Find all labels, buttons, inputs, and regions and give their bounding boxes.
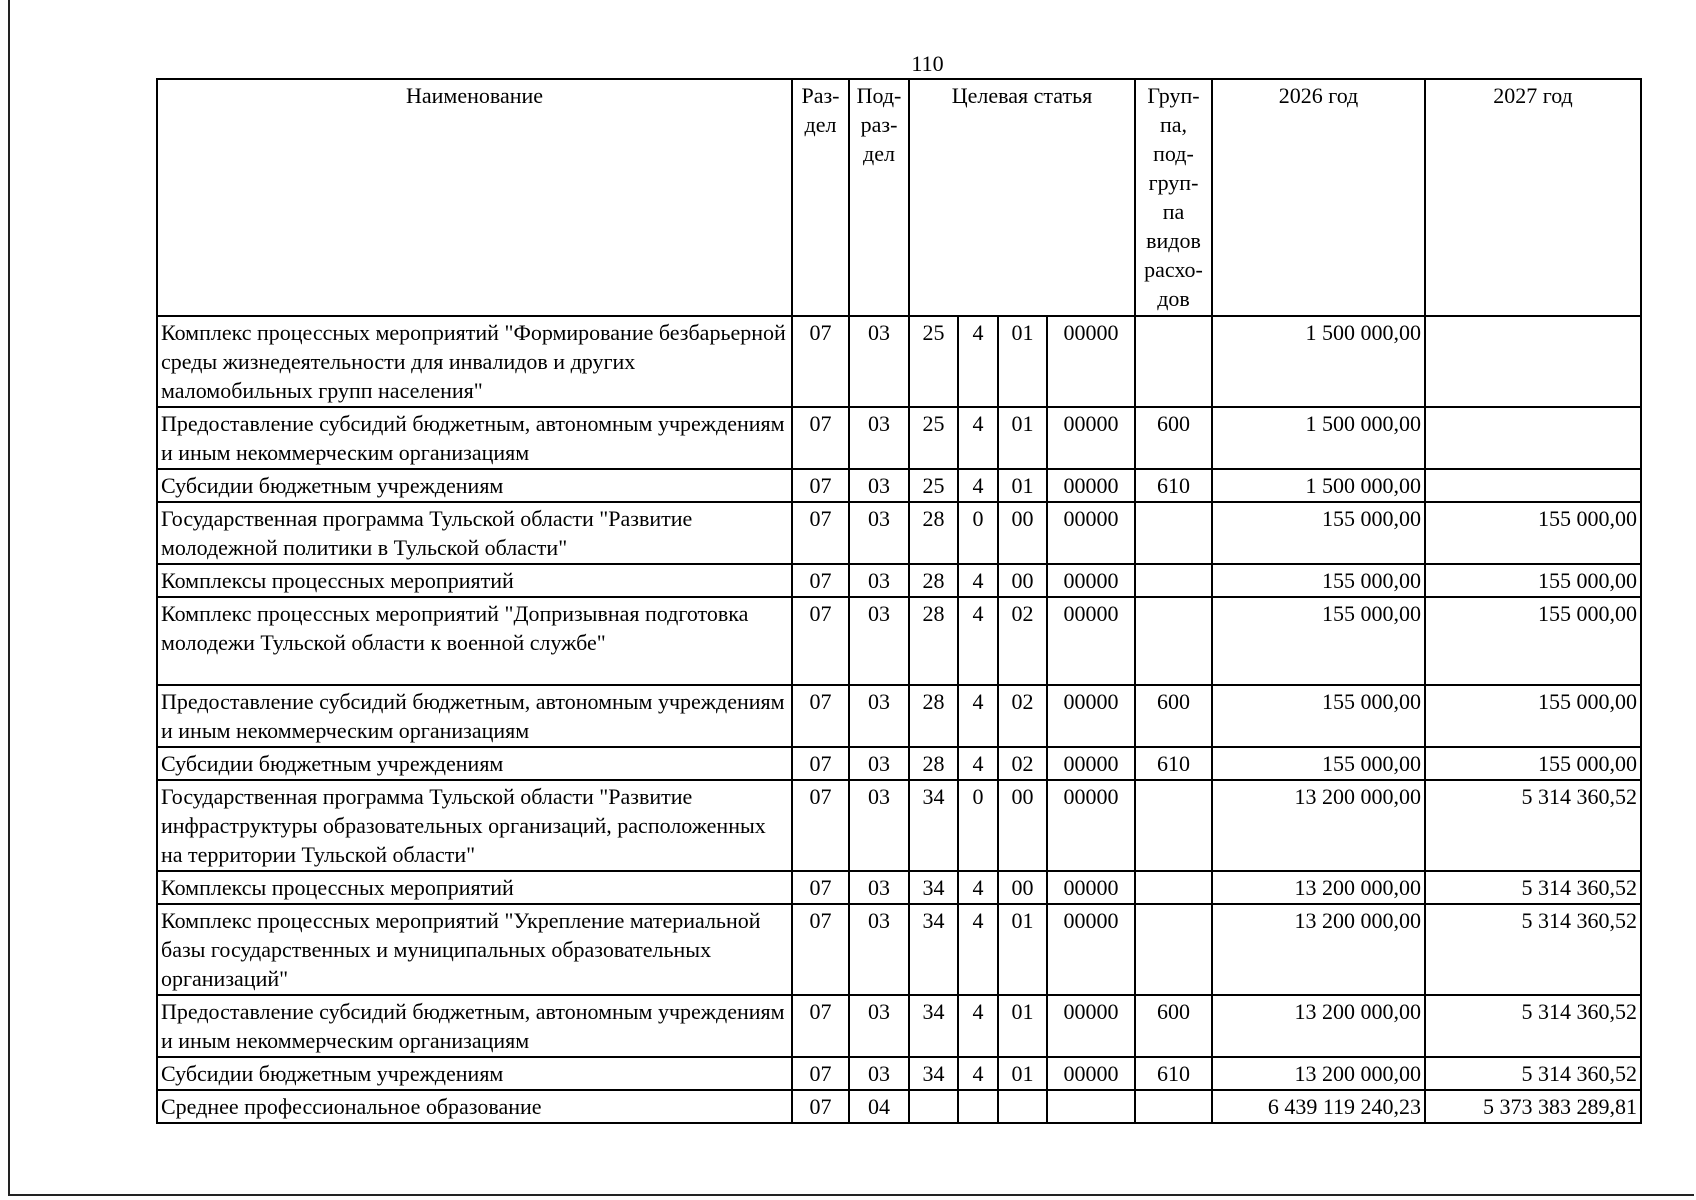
- cell-cs-direction: 00000: [1047, 871, 1135, 904]
- cell-2026: 1 500 000,00: [1212, 407, 1425, 469]
- cell-cs-type: 4: [958, 904, 998, 995]
- header-gruppa-line: Груп-: [1147, 83, 1200, 108]
- cell-podrazdel: 03: [849, 407, 909, 469]
- cell-vid-rashodov: [1135, 502, 1212, 564]
- cell-cs-direction: 00000: [1047, 904, 1135, 995]
- cell-cs-program: 25: [909, 469, 958, 502]
- cell-name: Субсидии бюджетным учреждениям: [157, 747, 792, 780]
- cell-cs-element: 01: [998, 995, 1047, 1057]
- cell-podrazdel: 04: [849, 1090, 909, 1123]
- table-row: [157, 597, 1641, 685]
- cell-cs-type: 4: [958, 407, 998, 469]
- cell-name: Предоставление субсидий бюджетным, автономным учреждениям и иным некоммерческим организациям: [157, 407, 792, 469]
- header-gruppa-line: видов: [1146, 228, 1201, 253]
- cell-2026: 13 200 000,00: [1212, 995, 1425, 1057]
- cell-2026: 13 200 000,00: [1212, 1057, 1425, 1090]
- cell-2026: 155 000,00: [1212, 597, 1425, 685]
- table-row: [157, 564, 1641, 597]
- cell-podrazdel: 03: [849, 564, 909, 597]
- cell-cs-program: 28: [909, 597, 958, 685]
- cell-cs-program: 28: [909, 564, 958, 597]
- cell-2027: 155 000,00: [1425, 502, 1641, 564]
- cell-cs-program: 34: [909, 995, 958, 1057]
- cell-cs-program: 34: [909, 780, 958, 871]
- cell-vid-rashodov: [1135, 780, 1212, 871]
- table-row: [157, 904, 1641, 995]
- cell-cs-type: 4: [958, 1057, 998, 1090]
- cell-2026: 155 000,00: [1212, 502, 1425, 564]
- header-gruppa-line: па: [1162, 199, 1185, 224]
- header-razdel-line: дел: [804, 112, 837, 137]
- cell-cs-program: 34: [909, 904, 958, 995]
- cell-cs-element: 01: [998, 469, 1047, 502]
- cell-2026: 1 500 000,00: [1212, 316, 1425, 407]
- cell-vid-rashodov: [1135, 316, 1212, 407]
- table-row: [157, 995, 1641, 1057]
- cell-razdel: 07: [792, 904, 849, 995]
- cell-2027: 5 314 360,52: [1425, 871, 1641, 904]
- cell-razdel: 07: [792, 316, 849, 407]
- cell-cs-direction: 00000: [1047, 407, 1135, 469]
- cell-name: Комплекс процессных мероприятий "Укрепление материальной базы государственных и муниципальных образовательных организаций": [157, 904, 792, 995]
- cell-2026: 6 439 119 240,23: [1212, 1090, 1425, 1123]
- header-podrazdel: [849, 79, 909, 316]
- cell-razdel: 07: [792, 1090, 849, 1123]
- cell-razdel: 07: [792, 780, 849, 871]
- cell-cs-program: [909, 1090, 958, 1123]
- header-razdel-line: Раз-: [801, 83, 840, 108]
- cell-cs-direction: 00000: [1047, 1057, 1135, 1090]
- cell-podrazdel: 03: [849, 597, 909, 685]
- header-podrazdel-line: Под-: [856, 83, 902, 108]
- table-row: [157, 407, 1641, 469]
- cell-cs-direction: 00000: [1047, 685, 1135, 747]
- header-gruppa-line: дов: [1157, 286, 1190, 311]
- cell-vid-rashodov: 610: [1135, 1057, 1212, 1090]
- cell-2027: 5 314 360,52: [1425, 780, 1641, 871]
- cell-cs-element: 01: [998, 316, 1047, 407]
- header-podrazdel-line: раз-: [860, 112, 898, 137]
- table-row: [157, 316, 1641, 407]
- cell-2027: 5 373 383 289,81: [1425, 1090, 1641, 1123]
- cell-name: Субсидии бюджетным учреждениям: [157, 1057, 792, 1090]
- cell-cs-element: [998, 1090, 1047, 1123]
- cell-2026: 1 500 000,00: [1212, 469, 1425, 502]
- cell-2026: 155 000,00: [1212, 747, 1425, 780]
- cell-2027: 155 000,00: [1425, 685, 1641, 747]
- cell-cs-type: 4: [958, 316, 998, 407]
- cell-cs-direction: 00000: [1047, 564, 1135, 597]
- cell-podrazdel: 03: [849, 1057, 909, 1090]
- cell-name: Субсидии бюджетным учреждениям: [157, 469, 792, 502]
- cell-name: Комплексы процессных мероприятий: [157, 564, 792, 597]
- header-podrazdel-line: дел: [863, 141, 895, 166]
- cell-vid-rashodov: 610: [1135, 747, 1212, 780]
- cell-2027: [1425, 407, 1641, 469]
- cell-vid-rashodov: 600: [1135, 407, 1212, 469]
- cell-name: Предоставление субсидий бюджетным, автономным учреждениям и иным некоммерческим организациям: [157, 995, 792, 1057]
- cell-cs-element: 00: [998, 780, 1047, 871]
- cell-cs-program: 34: [909, 871, 958, 904]
- cell-razdel: 07: [792, 564, 849, 597]
- cell-2027: 155 000,00: [1425, 747, 1641, 780]
- table-row: [157, 1090, 1641, 1123]
- cell-vid-rashodov: 610: [1135, 469, 1212, 502]
- cell-cs-program: 28: [909, 502, 958, 564]
- cell-podrazdel: 03: [849, 469, 909, 502]
- cell-name: Предоставление субсидий бюджетным, автономным учреждениям и иным некоммерческим организациям: [157, 685, 792, 747]
- cell-cs-program: 25: [909, 316, 958, 407]
- cell-name: Комплекс процессных мероприятий "Формирование безбарьерной среды жизнедеятельности для инвалидов и других маломобильных групп населения": [157, 316, 792, 407]
- header-row: [157, 79, 1641, 316]
- cell-razdel: 07: [792, 1057, 849, 1090]
- cell-podrazdel: 03: [849, 904, 909, 995]
- header-celevaya: Целевая статья: [909, 79, 1135, 316]
- cell-cs-type: 0: [958, 780, 998, 871]
- budget-table: [156, 78, 1642, 1124]
- cell-cs-type: 4: [958, 871, 998, 904]
- cell-cs-program: 34: [909, 1057, 958, 1090]
- cell-2027: [1425, 316, 1641, 407]
- cell-cs-element: 00: [998, 564, 1047, 597]
- cell-name: Комплексы процессных мероприятий: [157, 871, 792, 904]
- page-number: 110: [911, 51, 944, 76]
- cell-cs-program: 28: [909, 747, 958, 780]
- table-row: [157, 685, 1641, 747]
- cell-vid-rashodov: [1135, 1090, 1212, 1123]
- cell-cs-element: 01: [998, 1057, 1047, 1090]
- header-gruppa-line: расхо-: [1144, 257, 1203, 282]
- table-row: [157, 871, 1641, 904]
- cell-podrazdel: 03: [849, 502, 909, 564]
- cell-razdel: 07: [792, 469, 849, 502]
- cell-2027: 5 314 360,52: [1425, 995, 1641, 1057]
- cell-2026: 155 000,00: [1212, 564, 1425, 597]
- header-gruppa-line: груп-: [1148, 170, 1199, 195]
- cell-vid-rashodov: [1135, 871, 1212, 904]
- header-gruppa-line: под-: [1153, 141, 1194, 166]
- header-razdel: [792, 79, 849, 316]
- cell-razdel: 07: [792, 871, 849, 904]
- cell-2027: 5 314 360,52: [1425, 1057, 1641, 1090]
- table-row: [157, 780, 1641, 871]
- cell-cs-element: 02: [998, 747, 1047, 780]
- cell-cs-program: 25: [909, 407, 958, 469]
- cell-2026: 13 200 000,00: [1212, 904, 1425, 995]
- cell-name: Государственная программа Тульской области "Развитие инфраструктуры образовательных организаций, расположенных на территории Тульской области": [157, 780, 792, 871]
- cell-cs-element: 01: [998, 904, 1047, 995]
- cell-cs-direction: 00000: [1047, 502, 1135, 564]
- header-2026: 2026 год: [1212, 79, 1425, 316]
- cell-cs-type: 4: [958, 597, 998, 685]
- cell-vid-rashodov: [1135, 597, 1212, 685]
- cell-podrazdel: 03: [849, 780, 909, 871]
- cell-2026: 13 200 000,00: [1212, 780, 1425, 871]
- cell-cs-type: 4: [958, 747, 998, 780]
- cell-vid-rashodov: [1135, 904, 1212, 995]
- cell-razdel: 07: [792, 597, 849, 685]
- cell-cs-type: [958, 1090, 998, 1123]
- table-row: [157, 469, 1641, 502]
- cell-cs-direction: [1047, 1090, 1135, 1123]
- cell-razdel: 07: [792, 995, 849, 1057]
- cell-2026: 13 200 000,00: [1212, 871, 1425, 904]
- cell-razdel: 07: [792, 407, 849, 469]
- cell-vid-rashodov: 600: [1135, 685, 1212, 747]
- cell-2027: 155 000,00: [1425, 564, 1641, 597]
- cell-cs-direction: 00000: [1047, 597, 1135, 685]
- header-name: Наименование: [157, 79, 792, 316]
- cell-name: Среднее профессиональное образование: [157, 1090, 792, 1123]
- cell-cs-type: 0: [958, 502, 998, 564]
- cell-razdel: 07: [792, 502, 849, 564]
- cell-cs-element: 00: [998, 871, 1047, 904]
- cell-name: Комплекс процессных мероприятий "Допризывная подготовка молодежи Тульской области к военной службе": [157, 597, 792, 685]
- cell-podrazdel: 03: [849, 871, 909, 904]
- header-gruppa-line: па,: [1159, 112, 1188, 137]
- cell-podrazdel: 03: [849, 995, 909, 1057]
- cell-cs-direction: 00000: [1047, 316, 1135, 407]
- cell-cs-element: 00: [998, 502, 1047, 564]
- table-row: [157, 747, 1641, 780]
- cell-razdel: 07: [792, 685, 849, 747]
- cell-razdel: 07: [792, 747, 849, 780]
- cell-cs-type: 4: [958, 564, 998, 597]
- cell-cs-type: 4: [958, 995, 998, 1057]
- cell-podrazdel: 03: [849, 747, 909, 780]
- cell-cs-direction: 00000: [1047, 780, 1135, 871]
- cell-cs-element: 01: [998, 407, 1047, 469]
- cell-2027: 5 314 360,52: [1425, 904, 1641, 995]
- cell-cs-direction: 00000: [1047, 747, 1135, 780]
- table-row: [157, 1057, 1641, 1090]
- cell-cs-element: 02: [998, 597, 1047, 685]
- cell-name: Государственная программа Тульской области "Развитие молодежной политики в Тульской области": [157, 502, 792, 564]
- cell-podrazdel: 03: [849, 685, 909, 747]
- header-2027: 2027 год: [1425, 79, 1641, 316]
- cell-cs-type: 4: [958, 469, 998, 502]
- header-gruppa: [1135, 79, 1212, 316]
- cell-vid-rashodov: 600: [1135, 995, 1212, 1057]
- cell-podrazdel: 03: [849, 316, 909, 407]
- cell-cs-type: 4: [958, 685, 998, 747]
- table-row: [157, 502, 1641, 564]
- cell-2027: [1425, 469, 1641, 502]
- cell-cs-direction: 00000: [1047, 995, 1135, 1057]
- cell-cs-direction: 00000: [1047, 469, 1135, 502]
- cell-cs-program: 28: [909, 685, 958, 747]
- cell-cs-element: 02: [998, 685, 1047, 747]
- cell-2026: 155 000,00: [1212, 685, 1425, 747]
- cell-vid-rashodov: [1135, 564, 1212, 597]
- cell-2027: 155 000,00: [1425, 597, 1641, 685]
